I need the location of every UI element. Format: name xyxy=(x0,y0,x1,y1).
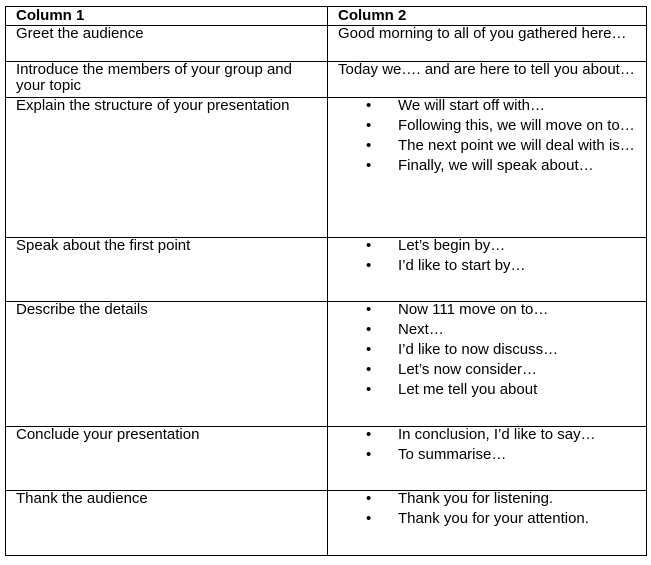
list-item: • In conclusion, I’d like to say… xyxy=(338,427,638,443)
list-item: • To summarise… xyxy=(338,447,638,463)
row-4-phrases xyxy=(328,238,647,302)
presentation-phrases-table xyxy=(5,6,647,556)
row-2-phrase: Today we…. and are here to tell you about… xyxy=(328,62,647,98)
row-2-label: Introduce the members of your group and your topic xyxy=(6,62,328,98)
row-3-label: Explain the structure of your presentation xyxy=(6,98,328,238)
list-item: • I’d like to start by… xyxy=(338,258,638,274)
list-item: • Following this, we will move on to… xyxy=(338,118,638,134)
row-6-phrases xyxy=(328,427,647,491)
list-item: • Thank you for your attention. xyxy=(338,511,638,527)
list-item: • I’d like to now discuss… xyxy=(338,342,638,358)
list-item: • Let me tell you about xyxy=(338,382,638,398)
row-3-phrases xyxy=(328,98,647,238)
row-5-label: Describe the details xyxy=(6,302,328,427)
phrase-list xyxy=(338,302,638,398)
phrase-list xyxy=(338,238,638,274)
phrase-list xyxy=(338,427,638,463)
row-6-label: Conclude your presentation xyxy=(6,427,328,491)
table-row xyxy=(6,491,647,556)
row-1-phrase: Good morning to all of you gathered here… xyxy=(328,26,647,62)
table-row xyxy=(6,62,647,98)
list-item: • Next… xyxy=(338,322,638,338)
table-row xyxy=(6,427,647,491)
list-item: • Let’s now consider… xyxy=(338,362,638,378)
list-item: • The next point we will deal with is… xyxy=(338,138,638,154)
table-row xyxy=(6,98,647,238)
row-1-label: Greet the audience xyxy=(6,26,328,62)
row-7-phrases xyxy=(328,491,647,556)
column-2-header: Column 2 xyxy=(328,7,647,26)
row-7-label: Thank the audience xyxy=(6,491,328,556)
phrase-list xyxy=(338,98,638,174)
list-item: • We will start off with… xyxy=(338,98,638,114)
table-row xyxy=(6,238,647,302)
row-5-phrases xyxy=(328,302,647,427)
list-item: • Let’s begin by… xyxy=(338,238,638,254)
phrase-list xyxy=(338,491,638,527)
list-item: • Finally, we will speak about… xyxy=(338,158,638,174)
list-item: • Now 111 move on to… xyxy=(338,302,638,318)
table-header-row xyxy=(6,7,647,26)
row-4-label: Speak about the first point xyxy=(6,238,328,302)
list-item: • Thank you for listening. xyxy=(338,491,638,507)
table-row xyxy=(6,26,647,62)
table-row xyxy=(6,302,647,427)
column-1-header: Column 1 xyxy=(6,7,328,26)
